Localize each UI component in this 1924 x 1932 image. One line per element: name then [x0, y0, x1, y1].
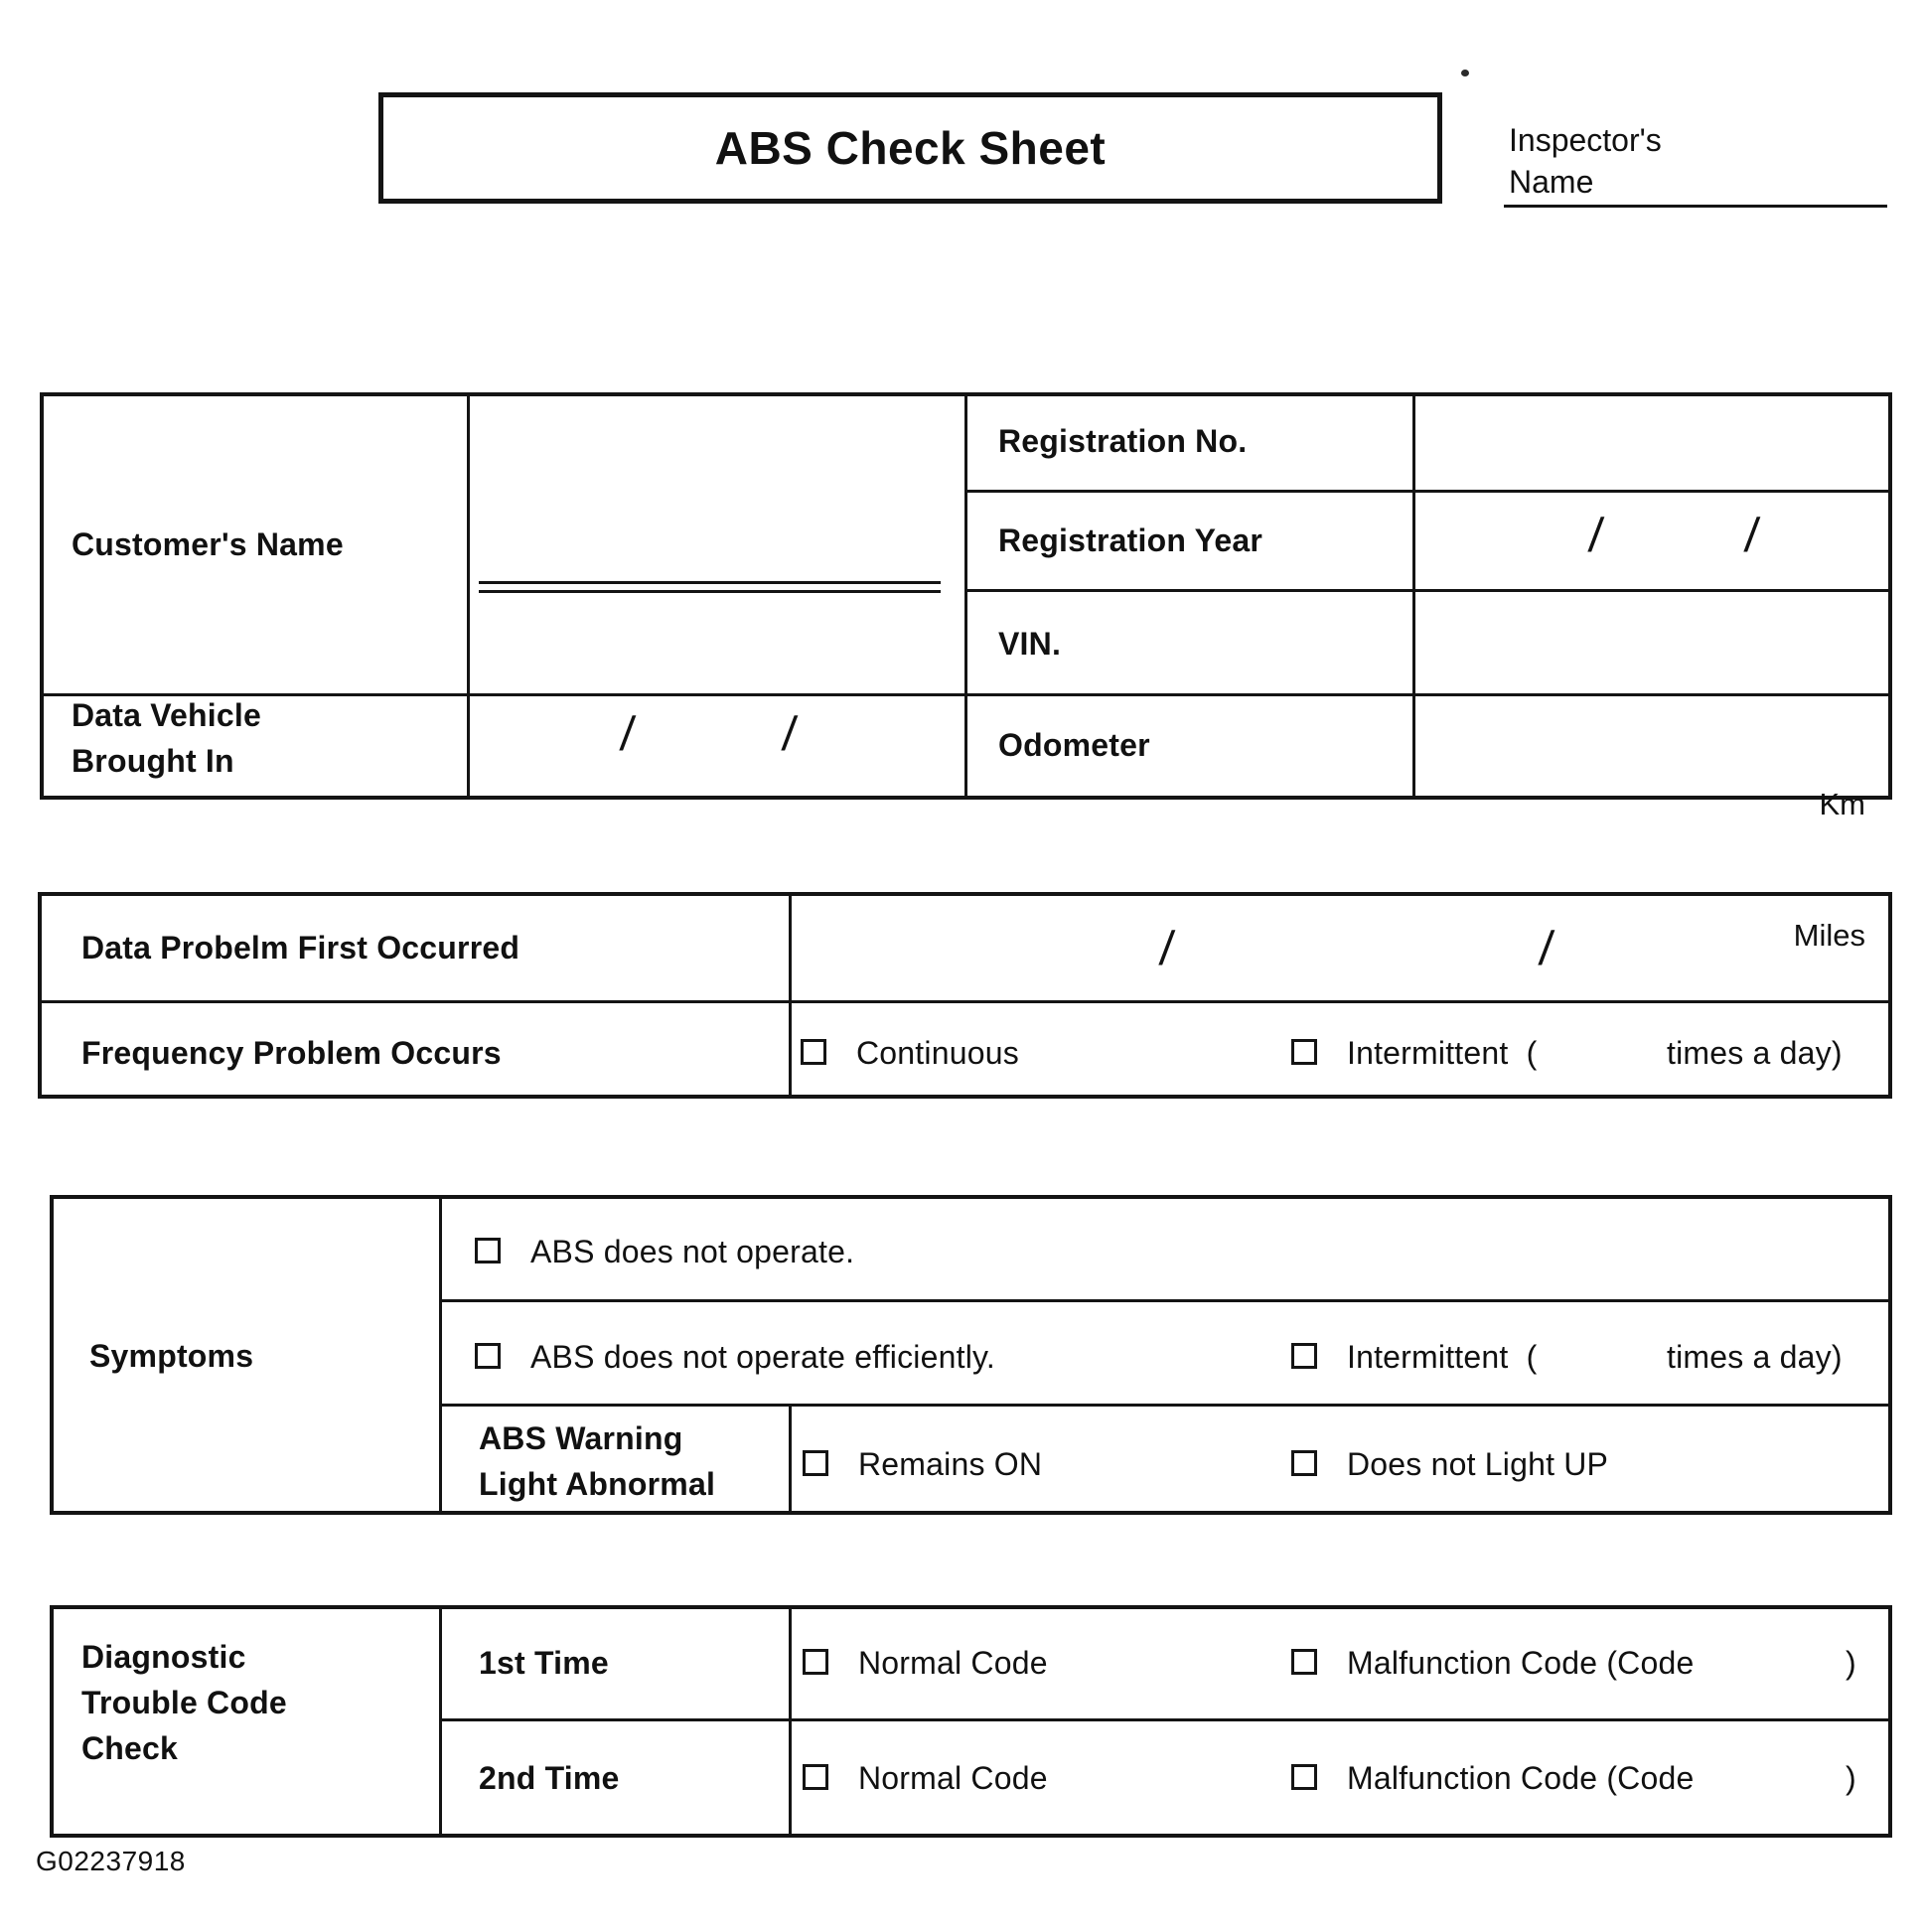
vin-label: VIN.: [998, 626, 1062, 662]
dtc-section-label-line2: Trouble Code: [81, 1685, 287, 1720]
abs-not-efficient-label: ABS does not operate efficiently.: [530, 1339, 995, 1375]
malfunction-close-paren-2: ): [1846, 1760, 1856, 1796]
grid-line: [964, 589, 1888, 592]
grid-line: [439, 1199, 442, 1511]
abs-does-not-operate-label: ABS does not operate.: [530, 1234, 855, 1269]
grid-line: [467, 396, 470, 796]
grid-line: [44, 693, 1888, 696]
inspector-name-line[interactable]: [1504, 205, 1887, 208]
checkbox-abs-not-efficient[interactable]: [475, 1343, 501, 1369]
inspector-label-line2: Name: [1509, 164, 1594, 200]
frequency-problem-label: Frequency Problem Occurs: [81, 1035, 502, 1071]
intermittent-symptom-label: Intermittent (: [1347, 1339, 1538, 1375]
scan-speck: [1461, 70, 1469, 76]
date-slash: /: [1742, 510, 1762, 562]
date-vehicle-brought-label-line1: Data Vehicle: [72, 697, 261, 733]
normal-code-label-1: Normal Code: [858, 1645, 1048, 1681]
checkbox-normal-code-1[interactable]: [803, 1649, 828, 1675]
remains-on-label: Remains ON: [858, 1446, 1043, 1482]
registration-no-label: Registration No.: [998, 423, 1248, 459]
checkbox-malfunction-code-2[interactable]: [1291, 1764, 1317, 1790]
unit-km-label: Km: [1819, 787, 1865, 821]
continuous-option-label: Continuous: [856, 1035, 1019, 1071]
times-a-day-label: times a day): [1667, 1339, 1843, 1375]
grid-line: [1412, 396, 1415, 796]
page-title: ABS Check Sheet: [714, 122, 1107, 174]
grid-line: [964, 396, 967, 796]
date-slash: /: [1157, 923, 1177, 975]
dtc-section-label-line1: Diagnostic: [81, 1639, 246, 1675]
checkbox-does-not-light-up[interactable]: [1291, 1450, 1317, 1476]
checkbox-normal-code-2[interactable]: [803, 1764, 828, 1790]
checkbox-intermittent-frequency[interactable]: [1291, 1039, 1317, 1065]
grid-line: [439, 1404, 1888, 1407]
grid-line: [789, 1609, 792, 1834]
dtc-check-table: [50, 1605, 1892, 1838]
grid-line: [439, 1609, 442, 1834]
malfunction-code-label-1: Malfunction Code (Code: [1347, 1645, 1695, 1681]
first-time-label: 1st Time: [479, 1645, 609, 1681]
document-code: G02237918: [36, 1846, 186, 1876]
customer-name-label: Customer's Name: [72, 526, 344, 562]
checkbox-malfunction-code-1[interactable]: [1291, 1649, 1317, 1675]
normal-code-label-2: Normal Code: [858, 1760, 1048, 1796]
dtc-section-label-line3: Check: [81, 1730, 179, 1766]
date-slash: /: [1586, 510, 1606, 562]
inspector-label-line1: Inspector's: [1509, 122, 1662, 158]
checkbox-continuous[interactable]: [801, 1039, 826, 1065]
registration-year-label: Registration Year: [998, 522, 1263, 558]
symptoms-section-label: Symptoms: [89, 1338, 254, 1374]
abs-warning-light-label-line1: ABS Warning: [479, 1420, 683, 1456]
title-box: [378, 92, 1442, 204]
malfunction-close-paren-1: ): [1846, 1645, 1856, 1681]
grid-line: [42, 1000, 1888, 1003]
intermittent-option-label: Intermittent (: [1347, 1035, 1538, 1071]
grid-line: [439, 1718, 1888, 1721]
checkbox-intermittent-symptom[interactable]: [1291, 1343, 1317, 1369]
vehicle-info-table: [40, 392, 1892, 800]
date-vehicle-brought-label-line2: Brought In: [72, 743, 234, 779]
inspector-name-block: [1509, 119, 1662, 203]
checkbox-remains-on[interactable]: [803, 1450, 828, 1476]
second-time-label: 2nd Time: [479, 1760, 620, 1796]
malfunction-code-label-2: Malfunction Code (Code: [1347, 1760, 1695, 1796]
checkbox-abs-does-not-operate[interactable]: [475, 1238, 501, 1263]
unit-miles-label: Miles: [1793, 918, 1865, 953]
does-not-light-up-label: Does not Light UP: [1347, 1446, 1609, 1482]
abs-warning-light-label-line2: Light Abnormal: [479, 1466, 716, 1502]
grid-line: [789, 896, 792, 1095]
grid-line: [789, 1404, 792, 1511]
times-a-day-label: times a day): [1667, 1035, 1843, 1071]
odometer-label: Odometer: [998, 727, 1150, 763]
grid-line: [439, 1299, 1888, 1302]
date-slash: /: [618, 708, 638, 761]
grid-line: [964, 490, 1888, 493]
customer-name-signature-line[interactable]: [479, 581, 941, 593]
date-problem-first-occurred-label: Data Probelm First Occurred: [81, 930, 520, 966]
date-slash: /: [1537, 923, 1556, 975]
date-slash: /: [780, 708, 800, 761]
